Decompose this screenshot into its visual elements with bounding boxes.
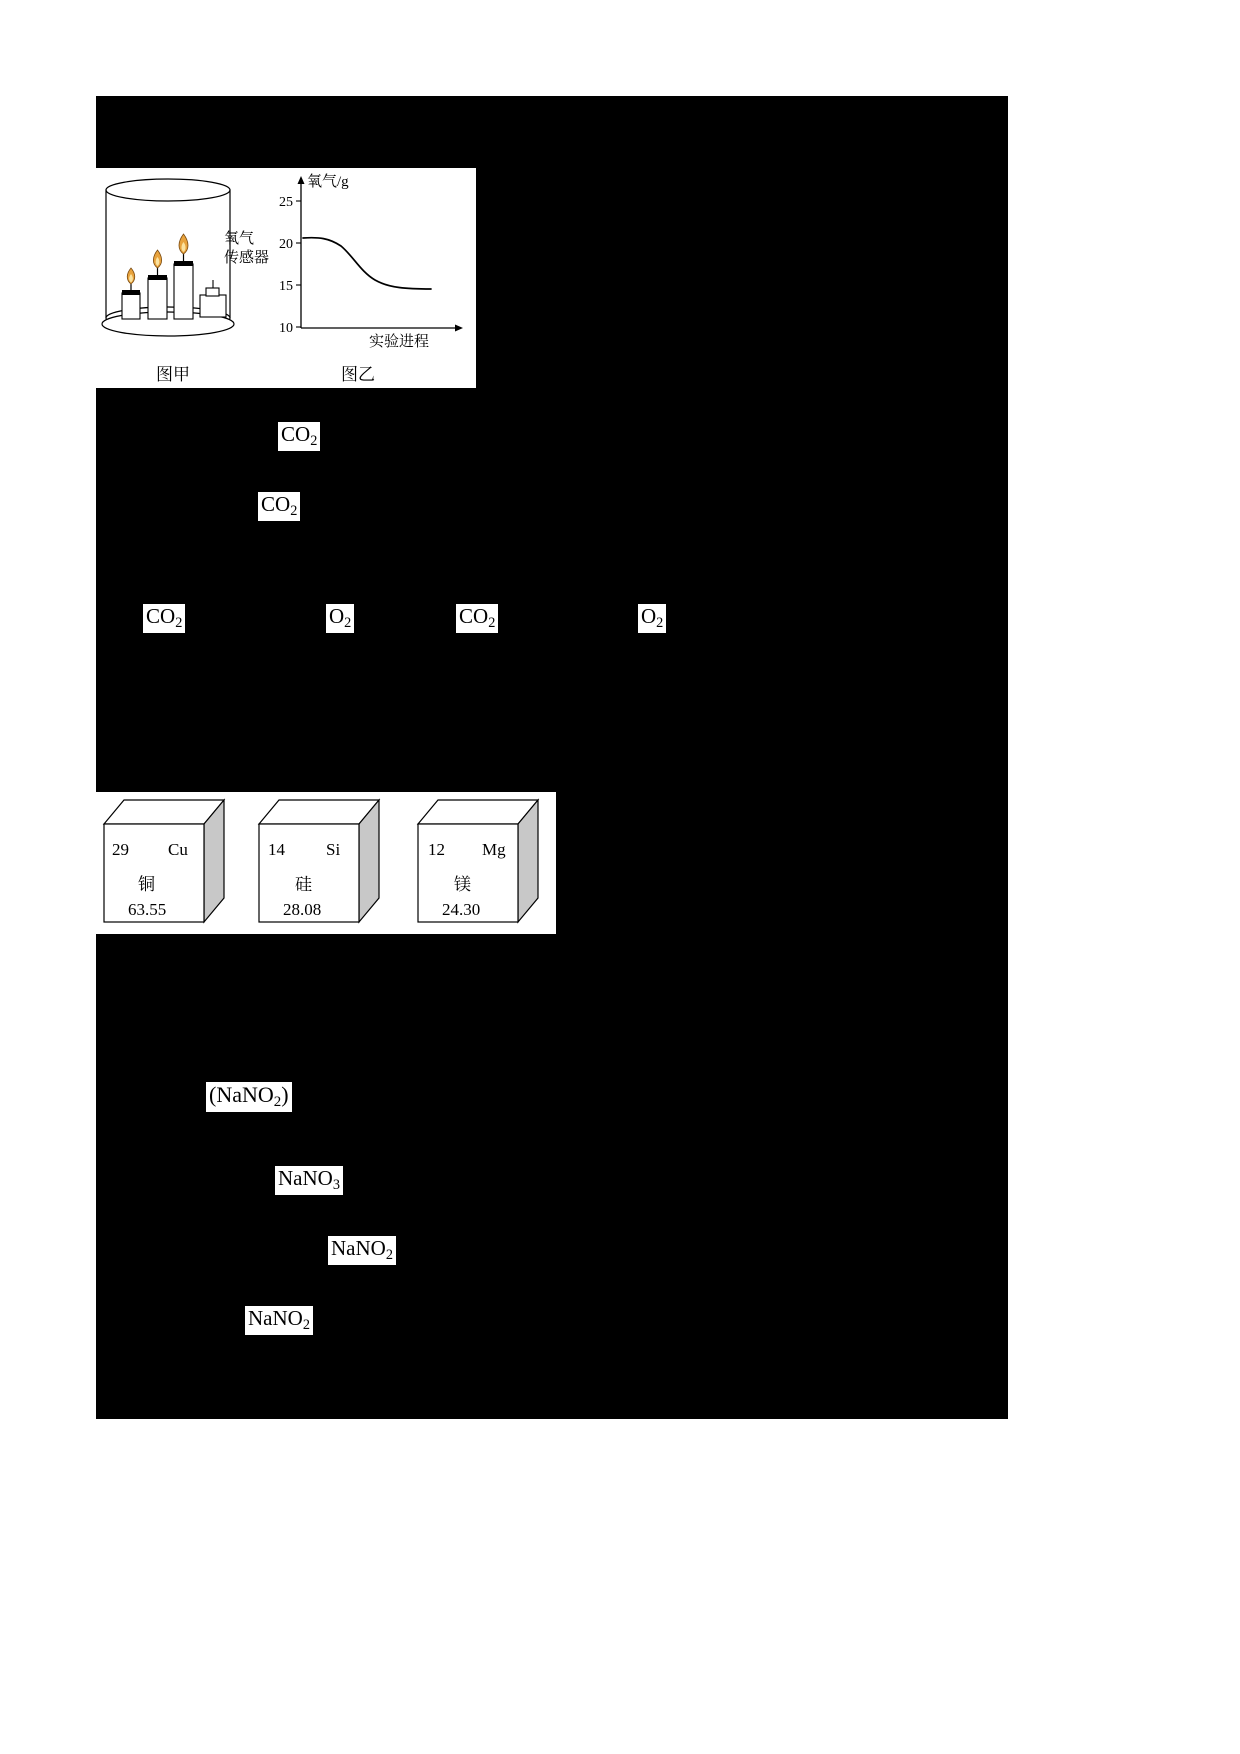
formula-sub: 2 [175,614,183,631]
sensor-label [224,230,269,268]
formula-tail: ) [281,1082,289,1107]
formula-text: O [641,604,657,628]
cube-2-name: 硅 [295,875,312,894]
formula-sub: 2 [385,1246,393,1263]
figure-candles-and-chart [96,168,476,388]
formula-text: NaNO [248,1306,303,1330]
formula-text: CO [146,604,176,628]
formula-nano2-parenthetical [206,1082,292,1112]
formula-text: NaNO [278,1166,333,1190]
formula-co2-1 [278,422,320,451]
formula-co2-4 [456,604,498,633]
formula-text: CO [261,492,291,516]
formula-nano2-a [328,1236,396,1265]
svg-text:15: 15 [279,279,293,294]
cube-2-atomic-number: 14 [268,840,285,859]
cube-3-atomic-number: 12 [428,840,445,859]
formula-sub: 2 [302,1316,310,1333]
svg-text:氧气/g: 氧气/g [307,174,349,190]
formula-o2-1 [326,604,354,633]
cube-3-symbol: Mg [482,840,506,859]
cube-1-mass: 63.55 [128,900,167,919]
cube-1-atomic-number: 29 [112,840,129,859]
svg-text:20: 20 [279,237,293,252]
formula-text: (NaNO [209,1082,274,1107]
cube-1-name: 铜 [138,875,155,894]
svg-text:25: 25 [279,195,293,210]
cube-2-mass: 28.08 [283,900,322,919]
formula-text: CO [459,604,489,628]
cube-3-mass: 24.30 [442,900,481,919]
formula-nano2-b [245,1306,313,1335]
formula-text: NaNO [331,1236,386,1260]
sensor-label-line2: 传感器 [224,249,270,266]
formula-nano3 [275,1166,343,1195]
formula-sub: 2 [290,502,298,519]
sensor-label-line1: 氧气 [224,231,255,247]
formula-sub: 2 [310,432,318,449]
figure-one-captions [96,358,476,388]
svg-text:10: 10 [279,321,293,336]
figure-element-cubes [96,792,556,934]
formula-sub: 2 [656,614,664,631]
formula-o2-2 [638,604,666,633]
formula-text: CO [281,422,311,446]
formula-sub: 3 [332,1176,340,1193]
svg-text:实验进程: 实验进程 [369,334,430,348]
formula-co2-2 [258,492,300,521]
formula-sub: 2 [488,614,496,631]
formula-sub: 2 [273,1094,282,1111]
oxygen-progress-chart [271,168,476,348]
caption-yi: 图乙 [341,365,375,384]
cube-1-symbol: Cu [168,840,188,859]
formula-co2-3 [143,604,185,633]
cube-3-name: 镁 [454,875,471,894]
formula-text: O [329,604,345,628]
caption-jia: 图甲 [156,365,190,384]
formula-sub: 2 [344,614,352,631]
cube-2-symbol: Si [326,840,341,859]
